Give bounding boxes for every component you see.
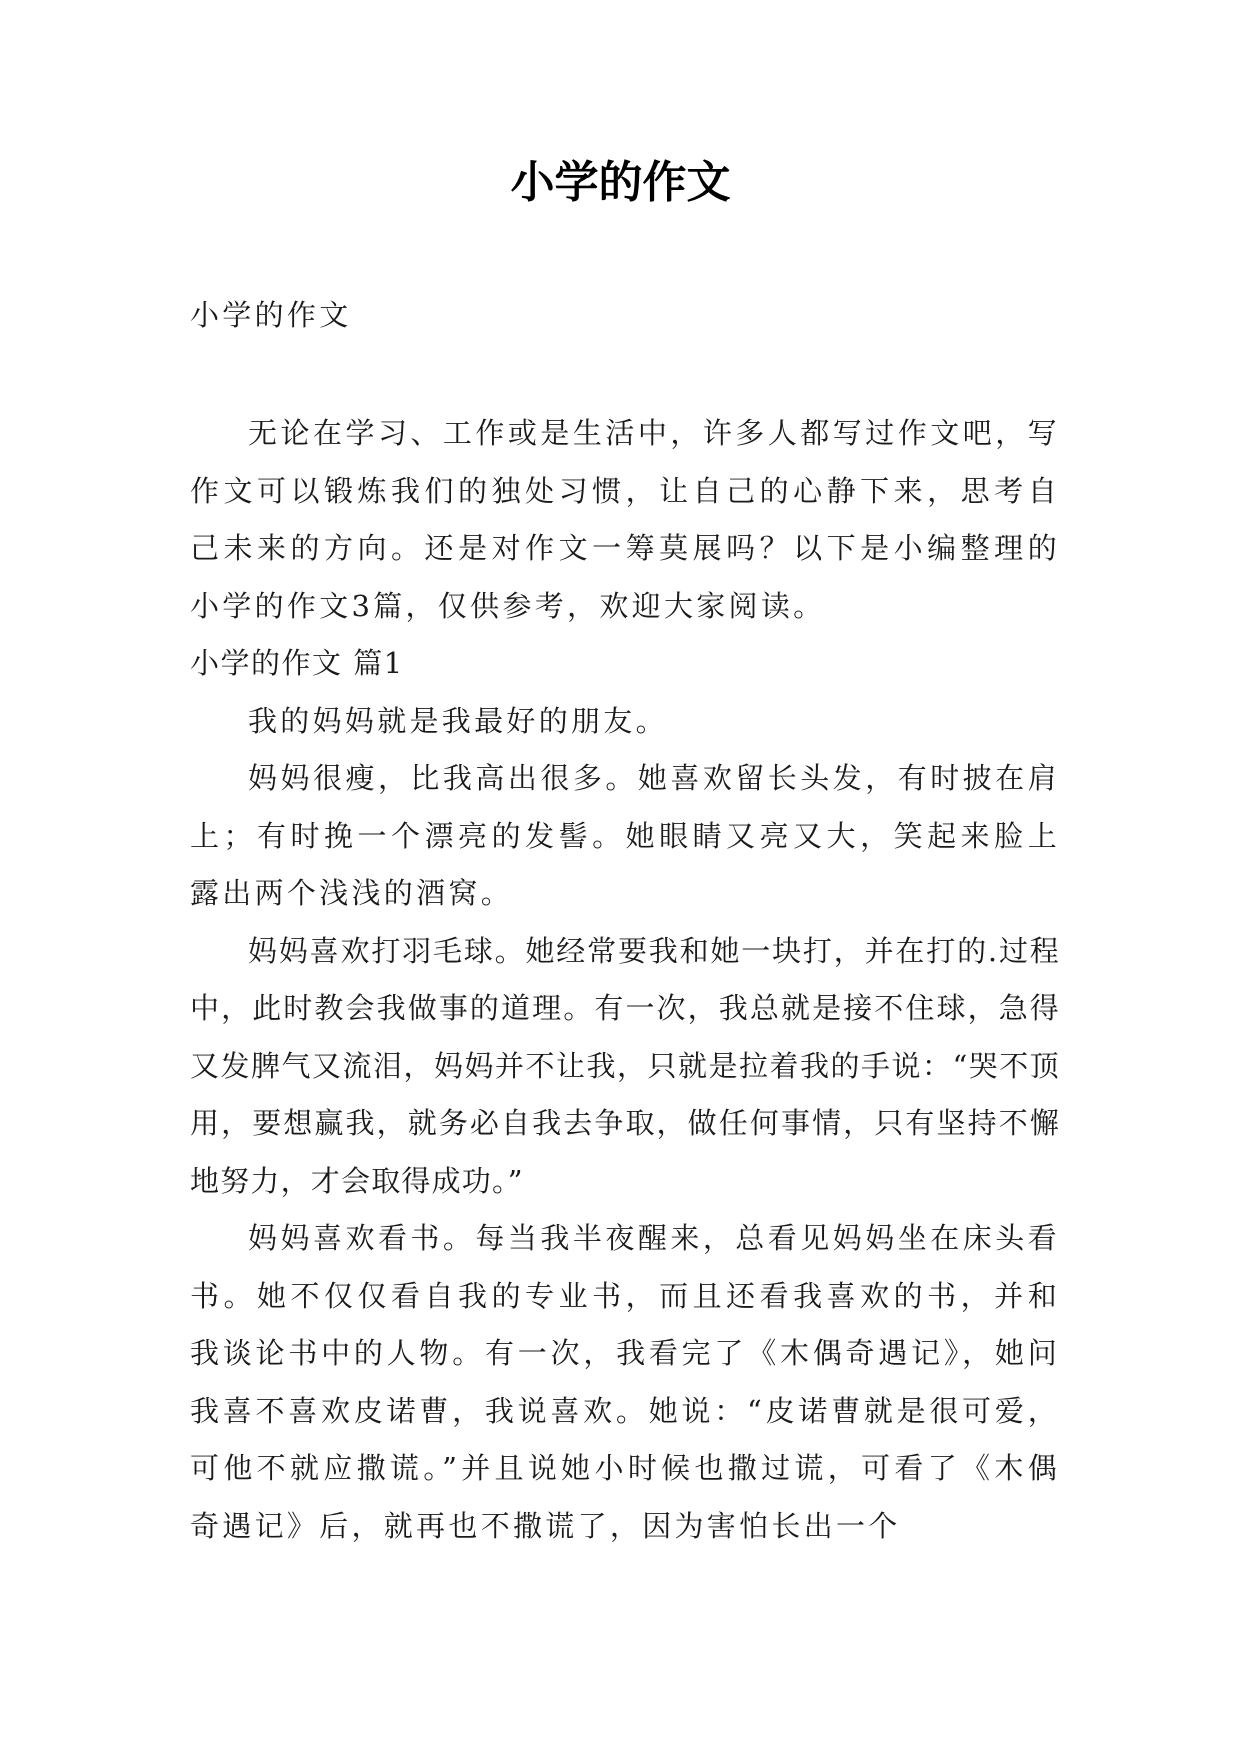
body-paragraph: 妈妈喜欢看书。每当我半夜醒来，总看见妈妈坐在床头看书。她不仅仅看自我的专业书，而且还看我喜欢的书，并和我谈论书中的人物。有一次，我看完了《木偶奇遇记》，她问我喜不喜欢皮诺曹，我说喜欢。她说：“皮诺曹就是很可爱，可他不就应撒谎。”并且说她小时候也撒过谎，可看了《木偶奇遇记》后，就再也不撒谎了，因为害怕长出一个 (190, 1221, 1060, 1543)
document-title: 小学的作文 (510, 157, 731, 208)
body-paragraph: 妈妈很瘦，比我高出很多。她喜欢留长头发，有时披在肩上；有时挽一个漂亮的发髻。她眼睛又亮又大，笑起来脸上露出两个浅浅的酒窝。 (190, 761, 1060, 910)
body-paragraph: 妈妈喜欢打羽毛球。她经常要我和她一块打，并在打的.过程中，此时教会我做事的道理。有一次，我总就是接不住球，急得又发脾气又流泪，妈妈并不让我，只就是拉着我的手说：“哭不顶用，要想赢我，就务必自我去争取，做任何事情，只有坚持不懈地努力，才会取得成功。” (190, 933, 1060, 1198)
document-body (190, 405, 1060, 1555)
body-paragraph: 我的妈妈就是我最好的朋友。 (248, 703, 668, 738)
document-subtitle: 小学的作文 (190, 298, 352, 332)
section-heading: 小学的作文 篇1 (190, 646, 404, 680)
intro-paragraph: 无论在学习、工作或是生活中，许多人都写过作文吧，写作文可以锻炼我们的独处习惯，让自己的心静下来，思考自己未来的方向。还是对作文一筹莫展吗？以下是小编整理的小学的作文3篇，仅供参考，欢迎大家阅读。 (190, 416, 1060, 623)
